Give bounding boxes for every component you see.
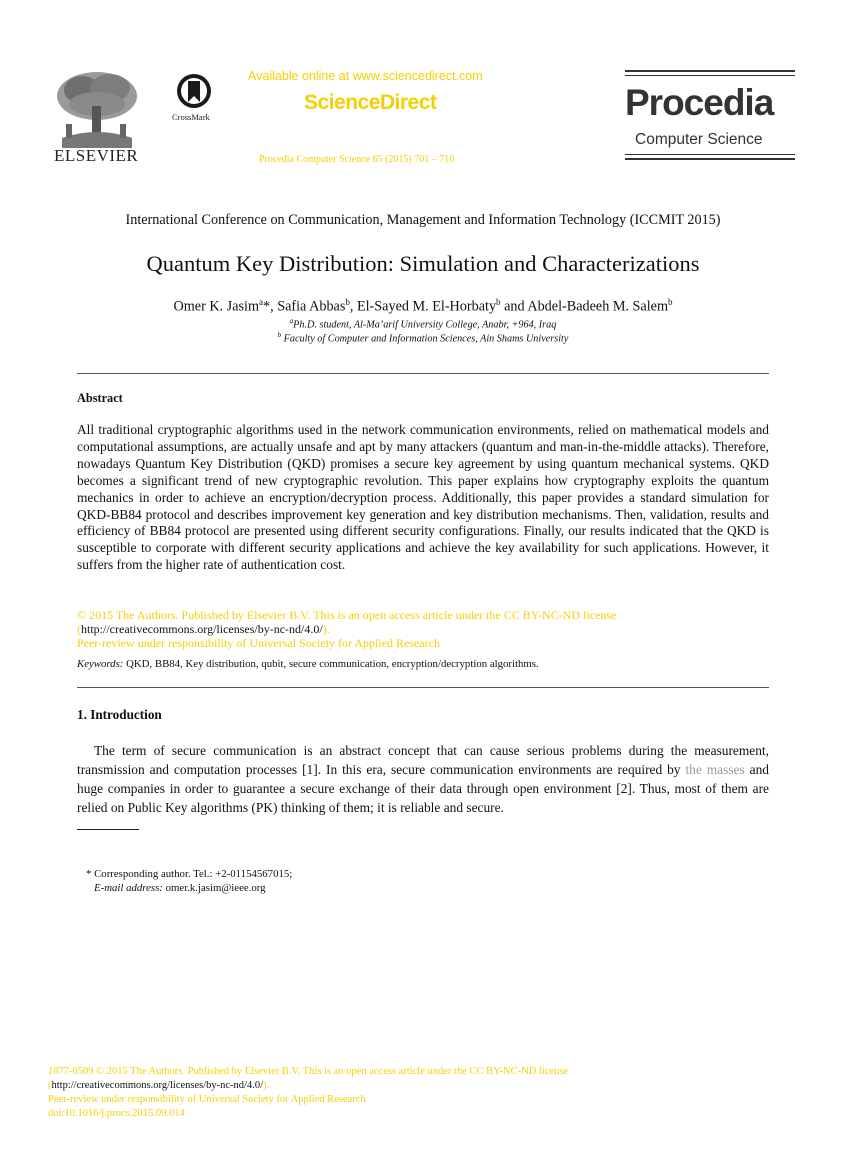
email-label: E-mail address:: [94, 882, 163, 894]
bottom-license: [48, 1065, 768, 1121]
affiliation-mark: b: [277, 331, 282, 339]
author-sep: and: [500, 298, 528, 315]
crossmark-icon: [168, 72, 228, 110]
author-affil-mark: a: [259, 297, 263, 307]
email-line: [86, 881, 686, 895]
abstract-body: All traditional cryptographic algorithms used in the network communication environments, relied on mathematical models and computational assumptions, are actually unsafe and apt by many attackers (quantum and man-in-the-middle attacks). Therefore, nowadays Quantum Key Distribution (QKD) promises a secure key agreement by using quantum mechanical systems. QKD becomes a significant trend of new cryptographic revolution. This paper explains how cryptography exploits the quantum mechanics in order to achieve an encryption/decryption process. Additionally, this paper provides a standard simulation for QKD-BB84 protocol and describes improvement key generation and key distribution mechanisms. Then, validation, results and efficiency of BB84 protocol are presented using different security configurations. Finally, our results indicated that the QKD is susceptible to corporate with different security applications and achieve the key availability for such applications. However, it suffers from the higher rate of authentication cost.: [77, 422, 769, 573]
abstract-top-rule: [77, 373, 769, 374]
procedia-bottom-rule: [625, 154, 795, 155]
procedia-top-rule: [625, 70, 795, 72]
affiliation-a: [78, 317, 768, 330]
elsevier-tree-icon: [52, 68, 142, 148]
sciencedirect-logo: ScienceDirect: [304, 91, 437, 114]
peer-review-line: Peer-review under responsibility of Universal Society for Applied Research: [77, 636, 440, 650]
paren-close: ).: [322, 622, 330, 636]
intro-text-2: and huge companies in order to guarantee a secure exchange of their data through open environment [2]. Thus, most of them are relied on Public Key algorithms (PK) thinking of them; it is reliable and secure.: [77, 762, 769, 815]
affiliation-mark: a: [289, 317, 294, 325]
procedia-logo: [625, 68, 797, 164]
available-online[interactable]: Available online at www.sciencedirect.com: [248, 69, 483, 83]
paren-open: (: [48, 1080, 52, 1091]
author-affil-mark: b: [668, 297, 673, 307]
keywords-list: QKD, BB84, Key distribution, qubit, secure communication, encryption/decryption algorithms.: [123, 658, 539, 670]
email-address[interactable]: omer.k.jasim@ieee.org: [162, 882, 266, 894]
bottom-peer-review: Peer-review under responsibility of Universal Society for Applied Research: [48, 1094, 366, 1105]
intro-text-1: The term of secure communication is an abstract concept that can cause serious problems during the measurement, transmission and computation processes [1]. In this era, secure communication environments are required by: [77, 743, 769, 777]
abstract-heading: Abstract: [77, 391, 123, 405]
author-name: Abdel-Badeeh M. Salem: [527, 298, 668, 315]
abstract-license: [77, 608, 769, 650]
author-list: [78, 297, 768, 316]
author-affil-mark: b: [496, 297, 501, 307]
keywords-line: [77, 658, 769, 670]
footnote: [86, 867, 686, 895]
introduction-heading: 1. Introduction: [77, 707, 162, 722]
author-sep: *,: [263, 298, 278, 315]
author-affil-mark: b: [345, 297, 350, 307]
procedia-title: Procedia: [625, 82, 774, 123]
author-sep: ,: [349, 298, 357, 315]
bottom-license-link[interactable]: http://creativecommons.org/licenses/by-nc-nd/4.0/: [51, 1080, 264, 1091]
conference-name: International Conference on Communication, Management and Information Technology (ICCMIT 2015): [125, 212, 721, 228]
author-name: Safia Abbas: [277, 298, 346, 315]
paren-open: (: [77, 622, 81, 636]
procedia-subtitle: Computer Science: [635, 131, 763, 148]
license-link[interactable]: http://creativecommons.org/licenses/by-nc-nd/4.0/: [81, 622, 323, 636]
intro-text-gray: the masses: [685, 762, 745, 777]
paper-title: Quantum Key Distribution: Simulation and Characterizations: [146, 251, 700, 276]
introduction-body: [77, 741, 769, 817]
affiliation-text: Ph.D. student, Al-Maʼarif University College, Anabr, +964, Iraq: [293, 319, 557, 331]
footnote-separator: [77, 829, 139, 830]
author-name: Omer K. Jasim: [173, 298, 259, 315]
doi-line[interactable]: doi:10.1016/j.procs.2015.09.014: [48, 1108, 185, 1119]
paren-close: ).: [263, 1080, 270, 1091]
elsevier-wordmark: ELSEVIER: [54, 146, 139, 165]
crossmark-label: CrossMark: [172, 112, 210, 122]
journal-reference: Procedia Computer Science 65 (2015) 701 – 710: [259, 154, 455, 165]
affiliation-text: Faculty of Computer and Information Sciences, Ain Shams University: [281, 333, 569, 345]
bottom-url-line: [48, 1079, 768, 1093]
elsevier-logo: [52, 68, 142, 164]
issn-license-line: 1877-0509 © 2015 The Authors. Published by Elsevier B.V. This is an open access article under the CC BY-NC-ND license: [48, 1066, 569, 1077]
procedia-top-rule-2: [625, 75, 795, 76]
keywords-label: Keywords:: [77, 658, 124, 670]
author-name: El-Sayed M. El-Horbaty: [356, 298, 497, 315]
affiliation-b: [78, 331, 768, 344]
license-url-line: [77, 622, 769, 636]
crossmark-badge[interactable]: [168, 72, 228, 124]
license-line: © 2015 The Authors. Published by Elsevier B.V. This is an open access article under the CC BY-NC-ND license: [77, 608, 617, 622]
corresponding-author: * Corresponding author. Tel.: +2-01154567015;: [86, 868, 293, 880]
abstract-bottom-rule: [77, 687, 769, 688]
procedia-bottom-rule-2: [625, 158, 795, 160]
